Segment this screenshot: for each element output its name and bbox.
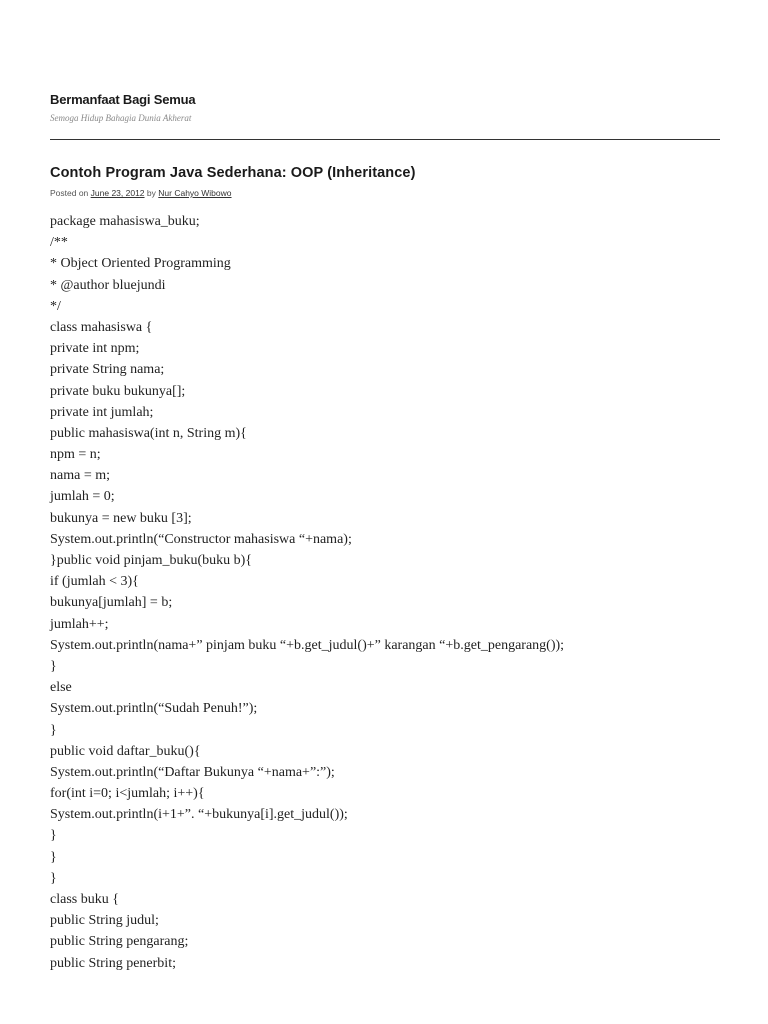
code-line: nama = m; bbox=[50, 468, 110, 484]
code-line: System.out.println(nama+” pinjam buku “+b.get_judul()+” karangan “+b.get_pengarang()); bbox=[50, 637, 565, 653]
code-line: * @author bluejundi bbox=[50, 277, 166, 293]
code-line: System.out.println(i+1+”. “+bukunya[i].get_judul()); bbox=[50, 807, 348, 823]
code-line: for(int i=0; i<jumlah; i++){ bbox=[50, 786, 205, 802]
code-line: public void daftar_buku(){ bbox=[50, 743, 201, 759]
code-line: } bbox=[50, 722, 57, 738]
code-line: package mahasiswa_buku; bbox=[50, 214, 200, 229]
code-line: public String penerbit; bbox=[50, 955, 176, 971]
header-divider bbox=[50, 139, 720, 140]
code-line: else bbox=[50, 680, 72, 696]
code-line: * Object Oriented Programming bbox=[50, 256, 231, 272]
code-line: jumlah++; bbox=[50, 616, 109, 632]
code-line: public mahasiswa(int n, String m){ bbox=[50, 425, 247, 441]
code-line: } bbox=[50, 658, 57, 674]
code-line: System.out.println(“Daftar Bukunya “+nama+”:”); bbox=[50, 764, 335, 780]
code-line: private buku bukunya[]; bbox=[50, 383, 186, 399]
post-meta bbox=[50, 187, 720, 199]
code-line: if (jumlah < 3){ bbox=[50, 574, 139, 590]
site-title[interactable]: Bermanfaat Bagi Semua bbox=[50, 92, 196, 107]
posted-on-label: Posted on bbox=[50, 188, 89, 198]
post-content bbox=[50, 211, 720, 974]
by-label: by bbox=[146, 188, 156, 198]
code-line: }public void pinjam_buku(buku b){ bbox=[50, 553, 253, 568]
code-line: } bbox=[50, 849, 57, 865]
post-date-link[interactable]: June 23, 2012 bbox=[90, 188, 145, 198]
post-article bbox=[50, 163, 720, 974]
code-line: System.out.println(“Constructor mahasiswa “+nama); bbox=[50, 531, 352, 547]
code-line: jumlah = 0; bbox=[50, 489, 115, 505]
code-line: class mahasiswa { bbox=[50, 319, 153, 335]
code-line: System.out.println(“Sudah Penuh!”); bbox=[50, 701, 258, 717]
code-line: npm = n; bbox=[50, 447, 101, 463]
code-line: bukunya[jumlah] = b; bbox=[50, 595, 173, 611]
code-line: /** bbox=[50, 235, 68, 251]
code-line: class buku { bbox=[50, 892, 119, 907]
code-line: private int npm; bbox=[50, 341, 140, 357]
code-line: } bbox=[50, 828, 57, 844]
post-author-link[interactable]: Nur Cahyo Wibowo bbox=[158, 188, 232, 198]
code-line: public String pengarang; bbox=[50, 934, 189, 950]
site-tagline: Semoga Hidup Bahagia Dunia Akherat bbox=[50, 113, 192, 123]
site-header bbox=[50, 92, 720, 124]
code-line: bukunya = new buku [3]; bbox=[50, 510, 192, 526]
code-line: private String nama; bbox=[50, 362, 165, 378]
code-line: } bbox=[50, 870, 57, 886]
code-line: public String judul; bbox=[50, 913, 159, 929]
post-title[interactable]: Contoh Program Java Sederhana: OOP (Inheritance) bbox=[50, 165, 416, 181]
code-line: private int jumlah; bbox=[50, 404, 154, 420]
code-line: */ bbox=[50, 298, 61, 314]
